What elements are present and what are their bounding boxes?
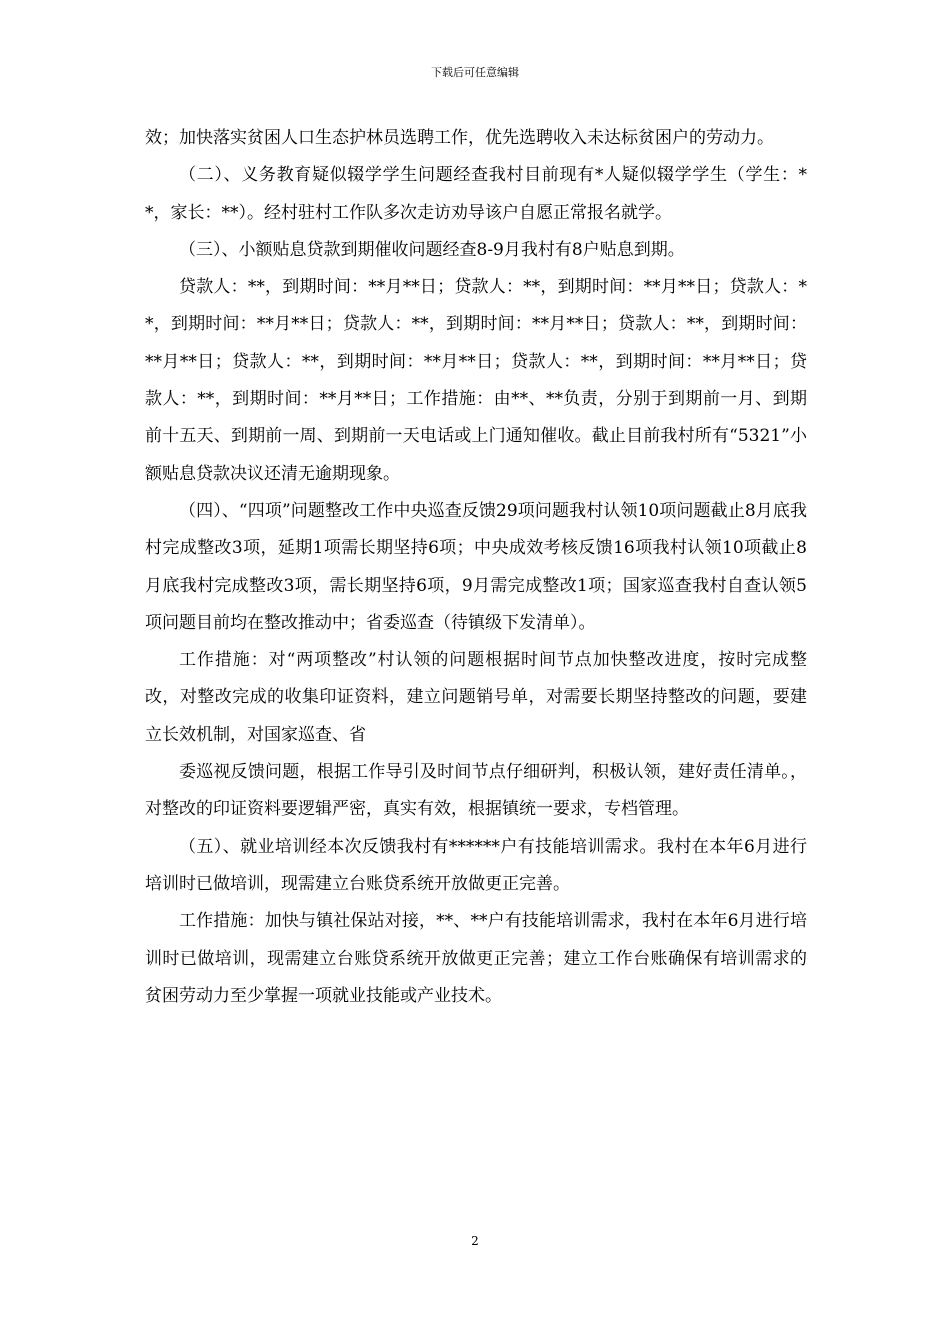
paragraph: （四）、“四项”问题整改工作中央巡查反馈29项问题我村认领10项问题截止8月底我村完成整改3项，延期1项需长期坚持6项；中央成效考核反馈16项我村认领10项截止8月底我村完成整改3项，需长期坚持6项，9月需完成整改1项；国家巡查我村自查认领5项问题目前均在整改推动中；省委巡查（待镇级下发清单）。 <box>145 500 807 633</box>
paragraph: （二）、义务教育疑似辍学学生问题经查我村目前现有*人疑似辍学学生（学生：**，家长：**）。经村驻村工作队多次走访劝导该户自愿正常报名就学。 <box>145 165 807 223</box>
paragraph: 工作措施：对“两项整改”村认领的问题根据时间节点加快整改进度，按时完成整改，对整改完成的收集印证资料，建立问题销号单，对需要长期坚持整改的问题，要建立长效机制，对国家巡查、省 <box>145 650 807 745</box>
document-body <box>145 120 807 1015</box>
page-number: 2 <box>471 1234 479 1248</box>
paragraph: 工作措施：加快与镇社保站对接，**、**户有技能培训需求，我村在本年6月进行培训时已做培训，现需建立台账贷系统开放做更正完善；建立工作台账确保有培训需求的贫困劳动力至少掌握一项就业技能或产业技术。 <box>145 911 807 1006</box>
paragraph: （五）、就业培训经本次反馈我村有******户有技能培训需求。我村在本年6月进行培训时已做培训，现需建立台账贷系统开放做更正完善。 <box>145 836 807 894</box>
paragraph: 效；加快落实贫困人口生态护林员选聘工作，优先选聘收入未达标贫困户的劳动力。 <box>145 128 774 148</box>
paragraph: 委巡视反馈问题，根据工作导引及时间节点仔细研判，积极认领，建好责任清单。，对整改的印证资料要逻辑严密，真实有效，根据镇统一要求，专档管理。 <box>145 762 807 820</box>
paragraph: 贷款人：**，到期时间：**月**日；贷款人：**，到期时间：**月**日；贷款人：**，到期时间：**月**日；贷款人：**，到期时间：**月**日；贷款人：**，到期时间：**月**日；贷款人：**，到期时间：**月**日；贷款人：**，到期时间：**月**日；贷款人：**，到期时间：**月**日；工作措施：由**、**负责，分别于到期前一月、到期前十五天、到期前一周、到期前一天电话或上门通知催收。截止目前我村所有“5321”小额贴息贷款决议还清无逾期现象。 <box>145 277 807 484</box>
paragraph: （三）、小额贴息贷款到期催收问题经查8-9月我村有8户贴息到期。 <box>179 239 685 260</box>
page-header: 下载后可任意编辑 <box>431 66 519 79</box>
